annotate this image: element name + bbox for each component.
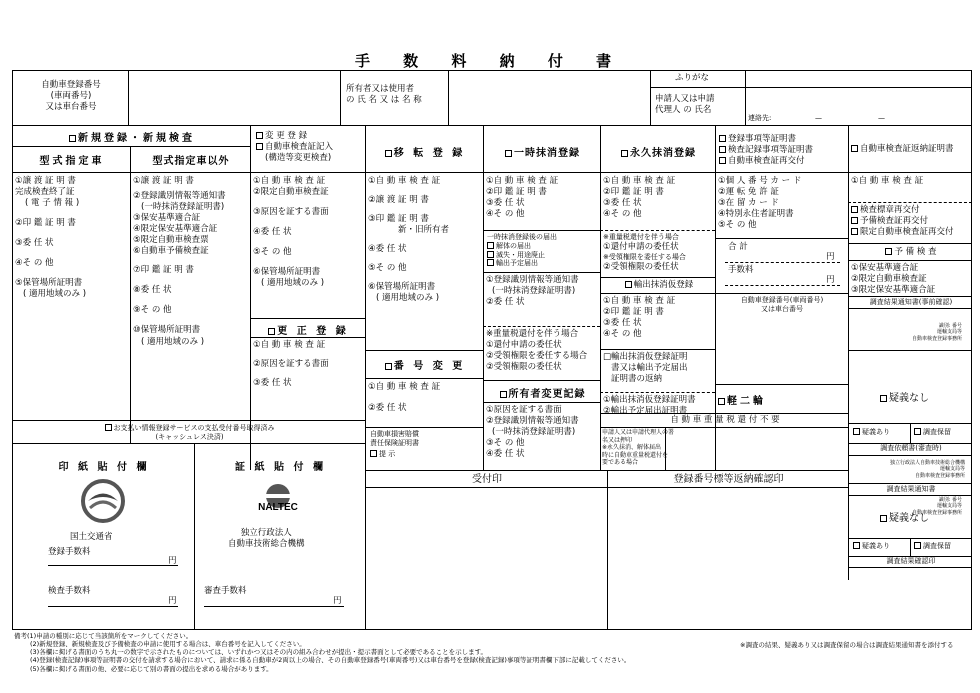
checkbox[interactable] bbox=[500, 391, 507, 398]
export-title[interactable]: 輸出抹消仮登録 bbox=[603, 280, 715, 291]
export-list: ①自 動 車 検 査 証 ②印 鑑 証 明 書 ③委 任 状 ④そ の 他 bbox=[603, 296, 676, 340]
temp-cancel-list: ①自 動 車 検 査 証 ②印 鑑 証 明 書 ③委 任 状 ④そ の 他 bbox=[486, 176, 559, 220]
reg-vehicle-label: 自動車登録番号(車両番号) 又は車台番号 bbox=[740, 296, 824, 313]
vehicle-number-field[interactable] bbox=[130, 72, 338, 123]
change-registration-title[interactable]: 変 更 登 録 自動車検査証記入 (構造等変更検査) bbox=[256, 131, 333, 164]
plate-return-title: 登録番号標等返納確認印 bbox=[673, 474, 784, 485]
confirm-title: 調査結果確認印 bbox=[886, 557, 936, 565]
export-notice2: ①輸出抹消仮登録証明書 ②輸出予定届出証明書 bbox=[603, 395, 696, 417]
owner-name-field[interactable] bbox=[450, 72, 648, 123]
checkbox[interactable] bbox=[487, 259, 494, 266]
checkbox[interactable] bbox=[69, 135, 76, 142]
checkbox[interactable] bbox=[718, 398, 725, 405]
mlit-label: 国土交通省 bbox=[70, 532, 113, 542]
contact-label: 連絡先: bbox=[748, 114, 772, 122]
checkbox[interactable] bbox=[719, 157, 726, 164]
doubt-checkbox[interactable]: 疑義あり bbox=[853, 428, 890, 437]
checkbox[interactable] bbox=[851, 206, 858, 213]
prelim-title[interactable]: 予 備 検 査 bbox=[850, 247, 972, 258]
insurance-label: 自動車損害賠償 責任保険証明書 bbox=[370, 430, 419, 447]
checkbox[interactable] bbox=[851, 145, 858, 152]
yen-label: 円 bbox=[168, 556, 177, 566]
owner-change-title[interactable]: 所有者変更記録 bbox=[485, 385, 600, 400]
weight-tax-note: 申請人又は申請代理人の署 名又は押印 ※永久抹消、解体届出 時に自動車重量税還付を 要である場合 bbox=[602, 429, 675, 466]
checkbox[interactable] bbox=[914, 542, 921, 549]
checkbox[interactable] bbox=[885, 248, 892, 255]
checkbox[interactable] bbox=[370, 450, 377, 457]
temp-refund-list: ※重量税還付を伴う場合 ①還付申請の委任状 ②受領権限を委任する場合 ②受領権限の委任状 bbox=[486, 329, 588, 373]
checkbox[interactable] bbox=[385, 363, 392, 370]
naltec-org: 独立行政法人 自動車技術総合機構 bbox=[228, 528, 305, 550]
reissue-list: 検査標章再交付 予備検査証再交付 限定自動車検査証再交付 bbox=[851, 205, 954, 238]
checkbox[interactable] bbox=[256, 132, 263, 139]
note-right: ※調査の結果、疑義あり又は調査保留の場合は調査結果通知書を添付する bbox=[740, 641, 954, 649]
checkbox[interactable] bbox=[105, 424, 112, 431]
number-change-list: ①自 動 車 検 査 証 ②委 任 状 bbox=[368, 382, 441, 414]
checkbox[interactable] bbox=[851, 228, 858, 235]
request-title: 調査依頼書(審査時) bbox=[880, 444, 942, 452]
checkbox[interactable] bbox=[621, 150, 628, 157]
naltec-label: NALTEC bbox=[258, 502, 298, 513]
checkbox[interactable] bbox=[268, 328, 275, 335]
contact-dash: — bbox=[815, 114, 822, 122]
contact-dash: — bbox=[878, 114, 885, 122]
type-designated-header: 型式指定車 bbox=[39, 156, 105, 167]
checkbox[interactable] bbox=[880, 515, 887, 522]
no-doubt-checkbox-2[interactable]: 疑義なし bbox=[880, 512, 929, 525]
temp-cancel-title[interactable]: 一時抹消登録 bbox=[485, 144, 600, 159]
correction-list: ①自 動 車 検 査 証 ②原因を証する書面 ③委 任 状 bbox=[253, 340, 329, 389]
weight-tax-label: 自 動 車 重 量 税 還 付 不 要 bbox=[670, 415, 780, 425]
transfer-list: ①自 動 車 検 査 証 ②譲 渡 証 明 書 ③印 鑑 証 明 書 新・旧所有者 ④委 任 状 ⑤そ の 他 ⑥保管場所証明書 ( 適用地域のみ ) bbox=[368, 176, 450, 304]
review-fee-label: 審査手数料 bbox=[204, 586, 247, 596]
checkbox[interactable] bbox=[851, 217, 858, 224]
furigana-field[interactable] bbox=[747, 72, 970, 86]
prelim-list: ①保安基準適合証 ②限定自動車検査証 ③限定保安基準適合証 bbox=[851, 263, 936, 296]
reg-items: 登録事項等証明書 検査記録事項等証明書 自動車検査証再交付 bbox=[719, 134, 813, 167]
new-type-list: ①譲 渡 証 明 書 完成検査終了証 ( 電 子 情 報 ) ②印 鑑 証 明 書 ③委 任 状 ④そ の 他 ⑤保管場所証明書 ( 適用地域のみ ) bbox=[15, 176, 87, 300]
yen-label: 円 bbox=[826, 275, 835, 285]
result1-stamp: 識別: 番号 運輸支局等 自動車検査登録事務所 bbox=[912, 323, 963, 342]
present-checkbox[interactable]: 提 示 bbox=[370, 450, 395, 459]
fee-label: 手数料 bbox=[728, 265, 754, 275]
perm-cancel-title[interactable]: 永久抹消登録 bbox=[602, 144, 715, 159]
owner-label: 所有者又は使用者 の 氏 名 又 は 名 称 bbox=[346, 84, 422, 106]
insp-fee-label: 検査手数料 bbox=[48, 586, 91, 596]
owner-change-list: ①原因を証する書面 ②登録識別情報等通知書 (一時抹消登録証明書) ③そ の 他 ④委 任 状 bbox=[486, 405, 579, 460]
perm-refund-list: ※重量税還付を伴う場合 ①還付申請の委任状 ※受領権限を委任する場合 ②受領権限の委任状 bbox=[603, 233, 686, 272]
after-cancel-section: 一時抹消登録後の届出 解体の届出 滅失・用途廃止 輸出予定届出 bbox=[487, 233, 557, 268]
request-stamp: 独立行政法人自動車技術総合機構 運輸支局等 自動車検査登録事務所 bbox=[890, 460, 966, 479]
return-cert-title[interactable]: 自動車検査証返納証明書 bbox=[851, 144, 954, 155]
revenue-stamp-title: 印 紙 貼 付 欄 bbox=[58, 462, 150, 473]
new-other-list: ①譲 渡 証 明 書 ②登録識別情報等通知書 (一時抹消登録証明書) ③保安基準適合証 ④限定保安基準適合証 ⑤限定自動車検査票 ⑥自動車予備検査証 ⑦印 鑑 証 明 書 ⑧委 任 状 ⑨そ の 他 ⑩保管場所証明書 ( 適用地域のみ ) bbox=[133, 176, 226, 347]
return-list: ①自 動 車 検 査 証 bbox=[851, 176, 924, 186]
new-registration-title[interactable]: 新規登録・新規検査 bbox=[14, 129, 250, 144]
non-type-designated-header: 型式指定車以外 bbox=[152, 156, 230, 167]
mlit-logo-icon bbox=[80, 478, 126, 524]
applicant-label: 申請人又は申請 代理人 の 氏名 bbox=[655, 94, 715, 116]
receipt-stamp-title: 受付印 bbox=[472, 474, 502, 485]
export-notice: □輸出抹消仮登録証明 書又は輸出予定届出 証明書の返納 bbox=[603, 352, 688, 385]
result2-title: 調査結果通知書 bbox=[886, 485, 936, 493]
checkbox[interactable] bbox=[719, 146, 726, 153]
checkbox[interactable] bbox=[256, 143, 263, 150]
vehicle-number-label: 自動車登録番号 (車両番号) 又は車台番号 bbox=[41, 80, 101, 113]
notes: 備考(1)申請の種別に応じて当該箇所をマークしてください。 (2)新規登録、新規検査及び予備検査の申請に使用する場合は、車台番号を記入してください。 (3)各欄に掲げる書面のうち丸一の数字で示されたものについては、いずれかつ又はその内の組み合わせが提出・提示書面として必要であることを示します。 (4)登録(検査記録)事項等証明書の交付を請求する場合において、請求に係る自動車が2両以上の場合、その自動車登録番号(車両番号)又は車台番号を登録(検査記録)事項等証明書欄下部に記載してください。 (5)各欄に掲げる書面の他、必要に応じて別の書面の提出を求める場合があります。 bbox=[14, 632, 631, 673]
checkbox[interactable] bbox=[880, 395, 887, 402]
payment-info[interactable]: お支払い情報登録サービスの支払受付番号取得済み (キャッシュレス決済) bbox=[14, 424, 365, 442]
hold-checkbox[interactable]: 調査保留 bbox=[914, 428, 951, 437]
checkbox[interactable] bbox=[914, 428, 921, 435]
checkbox[interactable] bbox=[853, 428, 860, 435]
checkbox[interactable] bbox=[487, 242, 494, 249]
checkbox[interactable] bbox=[505, 150, 512, 157]
reg-fee-label: 登録手数料 bbox=[48, 547, 91, 557]
form-title: 手 数 料 納 付 書 bbox=[354, 52, 626, 70]
yen-label: 円 bbox=[333, 596, 342, 606]
checkbox[interactable] bbox=[487, 251, 494, 258]
correction-title[interactable]: 更 正 登 録 bbox=[252, 322, 365, 337]
checkbox[interactable] bbox=[625, 281, 632, 288]
perm-cancel-list: ①自 動 車 検 査 証 ②印 鑑 証 明 書 ③委 任 状 ④そ の 他 bbox=[603, 176, 676, 220]
number-change-title[interactable]: 番 号 変 更 bbox=[367, 357, 483, 372]
yen-label: 円 bbox=[826, 252, 835, 262]
result2-stamp: 識別: 番号 運輸支局等 自動車検査登録事務所 bbox=[912, 497, 963, 516]
furigana-label: ふりがな bbox=[675, 73, 710, 83]
checkbox[interactable] bbox=[385, 150, 392, 157]
total-label: 合 計 bbox=[728, 242, 748, 252]
result1-title: 調査結果通知書(事前確認) bbox=[869, 298, 953, 306]
doubt-checkbox-2[interactable]: 疑義あり bbox=[853, 542, 890, 551]
kei-nirin-checkbox[interactable]: 軽二輪 bbox=[718, 392, 846, 407]
reg-docs: ①個 人 番 号 カ ー ド ②運 転 免 許 証 ③在 留 カ ー ド ④特別永住者証明書 ⑤そ の 他 bbox=[718, 176, 802, 231]
temp-cert-list: ①登録識別情報等通知書 (一時抹消登録証明書) ②委 任 状 bbox=[486, 275, 579, 308]
yen-label: 円 bbox=[168, 596, 177, 606]
certificate-stamp-title: 証 紙 貼 付 欄 bbox=[235, 462, 326, 473]
transfer-title[interactable]: 移 転 登 録 bbox=[367, 144, 483, 159]
change-list: ①自 動 車 検 査 証 ②限定自動車検査証 ③原因を証する書面 ④委 任 状 ⑤そ の 他 ⑥保管場所証明書 ( 適用地域のみ ) bbox=[253, 176, 329, 289]
no-doubt-checkbox[interactable]: 疑義なし bbox=[880, 392, 929, 405]
hold-checkbox-2[interactable]: 調査保留 bbox=[914, 542, 951, 551]
checkbox[interactable] bbox=[853, 542, 860, 549]
checkbox[interactable] bbox=[719, 135, 726, 142]
applicant-name-field[interactable] bbox=[747, 89, 970, 113]
